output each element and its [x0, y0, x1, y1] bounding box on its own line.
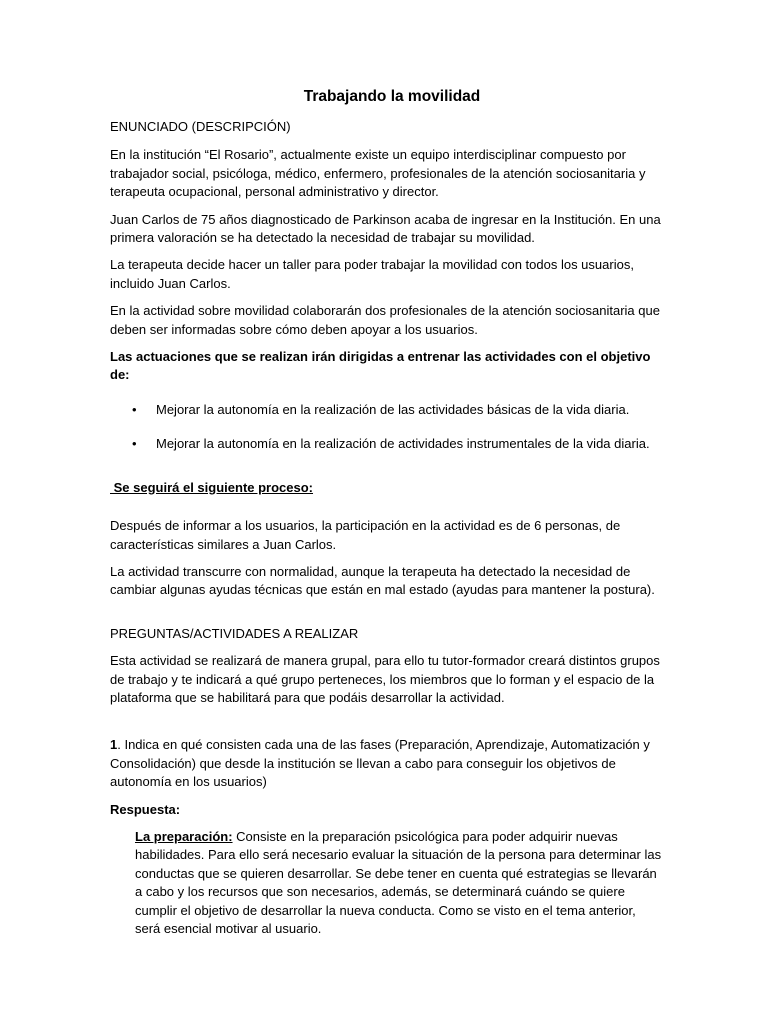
bullet-icon: • [132, 401, 137, 417]
intro-paragraph-professionals: En la actividad sobre movilidad colaborarán dos profesionales de la atención sociosanitaria que deben ser informadas sobre cómo deben apoyar a los usuarios. [110, 303, 660, 337]
enunciado-heading: ENUNCIADO (DESCRIPCIÓN) [110, 119, 291, 134]
answer-text: Consiste en la preparación psicológica para poder adquirir nuevas habilidades. Para ello será necesario evaluar la situación de la persona para determinar las conductas que se quieren desarrollar. Se debe tener en cuenta qué estrategias se llevarán a cabo y los recursos que son necesarios, además, se determinará cuándo se quiere cumplir el objetivo de desarrollar la nueva conducta. Como se visto en el tema anterior, será esencial motivar al usuario. [135, 828, 662, 936]
process-paragraph-aids: La actividad transcurre con normalidad, aunque la terapeuta ha detectado la necesidad de cambiar algunas ayudas técnicas que están en mal estado (ayudas para mantener la postura). [110, 563, 655, 598]
document-title: Trabajando la movilidad [303, 88, 481, 105]
answer-1-paragraph [110, 828, 662, 938]
list-item [110, 401, 662, 419]
process-paragraph-participation: Después de informar a los usuarios, la participación en la actividad es de 6 personas, de características similares a Juan Carlos. [110, 518, 621, 552]
questions-heading: PREGUNTAS/ACTIVIDADES A REALIZAR [110, 625, 359, 641]
intro-paragraph-workshop: La terapeuta decide hacer un taller para poder trabajar la movilidad con todos los usuarios, incluido Juan Carlos. [110, 257, 634, 291]
process-heading: Se seguirá el siguiente proceso: [110, 479, 314, 495]
objectives-list [110, 401, 662, 454]
question-1 [110, 736, 662, 791]
list-item [110, 435, 662, 453]
document-body [110, 86, 662, 938]
questions-intro-paragraph: Esta actividad se realizará de manera grupal, para ello tu tutor-formador creará distintos grupos de trabajo y te indicará a qué grupo perteneces, los miembros que lo forman y el espacio de la plataforma que se habilitará para que podáis desarrollar la actividad. [110, 653, 660, 705]
answer-label: Respuesta: [110, 801, 181, 817]
answer-term: La preparación: [135, 828, 233, 844]
objective-heading: Las actuaciones que se realizan irán dirigidas a entrenar las actividades con el objetivo de: [110, 349, 651, 383]
objective-text: Mejorar la autonomía en la realización de las actividades básicas de la vida diaria. [156, 401, 630, 417]
intro-paragraph-institution: En la institución “El Rosario”, actualmente existe un equipo interdisciplinar compuesto por trabajador social, psicóloga, médico, enfermero, profesionales de la atención sociosanitaria y terapeuta ocupacional, personal administrativo y director. [110, 147, 646, 200]
intro-paragraph-patient: Juan Carlos de 75 años diagnosticado de Parkinson acaba de ingresar en la Institución. En una primera valoración se ha detectado la necesidad de trabajar su movilidad. [110, 211, 661, 246]
bullet-icon: • [132, 436, 137, 452]
objective-text: Mejorar la autonomía en la realización de actividades instrumentales de la vida diaria. [156, 436, 650, 452]
question-number: 1 [110, 737, 118, 753]
question-text: . Indica en qué consisten cada una de las fases (Preparación, Aprendizaje, Automatización y Consolidación) que desde la institución se llevan a cabo para conseguir los objetivos de autonomía en los usuarios) [110, 737, 650, 790]
